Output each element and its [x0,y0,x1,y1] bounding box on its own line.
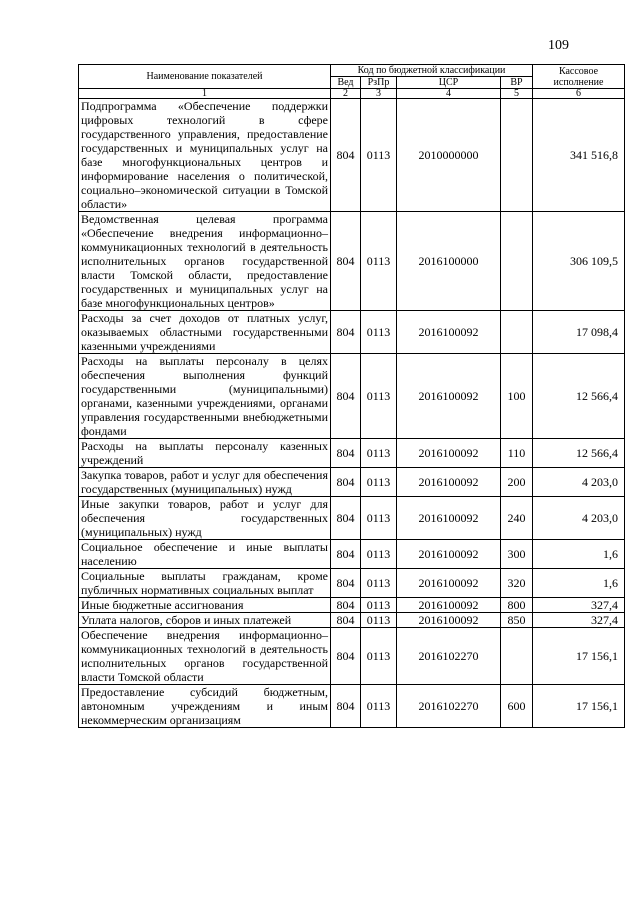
row-ved: 804 [331,468,361,497]
table-row [79,540,625,569]
row-vr: 240 [501,497,533,540]
row-name: Обеспечение внедрения информационно–коммуникационных технологий в деятельность исполнительных органов государственной власти Томской области [79,628,331,685]
row-csr: 2016102270 [397,628,501,685]
table-header [79,65,625,99]
row-ved: 804 [331,613,361,628]
row-ved: 804 [331,598,361,613]
row-rzpr: 0113 [361,354,397,439]
row-name: Иные бюджетные ассигнования [79,598,331,613]
table-row [79,569,625,598]
header-csr: ЦСР [397,77,501,89]
row-ved: 804 [331,569,361,598]
table-row [79,439,625,468]
row-amount: 306 109,5 [533,212,625,311]
row-vr: 300 [501,540,533,569]
row-vr: 200 [501,468,533,497]
table-row [79,628,625,685]
row-csr: 2016100000 [397,212,501,311]
row-rzpr: 0113 [361,613,397,628]
row-csr: 2016100092 [397,540,501,569]
row-rzpr: 0113 [361,628,397,685]
row-vr [501,212,533,311]
column-number: 6 [533,89,625,99]
header-cash: Кассовое исполнение [533,65,625,89]
row-amount: 4 203,0 [533,468,625,497]
row-vr: 110 [501,439,533,468]
column-number: 1 [79,89,331,99]
table-row [79,212,625,311]
header-ved: Вед [331,77,361,89]
row-rzpr: 0113 [361,99,397,212]
row-amount: 12 566,4 [533,354,625,439]
row-csr: 2016100092 [397,598,501,613]
row-name: Уплата налогов, сборов и иных платежей [79,613,331,628]
row-name: Социальное обеспечение и иные выплаты населению [79,540,331,569]
row-csr: 2016100092 [397,439,501,468]
header-code-group: Код по бюджетной классификации [331,65,533,77]
row-ved: 804 [331,628,361,685]
row-name: Социальные выплаты гражданам, кроме публичных нормативных социальных выплат [79,569,331,598]
column-number: 2 [331,89,361,99]
budget-table [78,64,625,728]
row-csr: 2016100092 [397,311,501,354]
row-vr: 100 [501,354,533,439]
table-row [79,685,625,728]
row-csr: 2016102270 [397,685,501,728]
row-rzpr: 0113 [361,311,397,354]
row-amount: 327,4 [533,613,625,628]
row-name: Расходы на выплаты персоналу в целях обеспечения выполнения функций государственными (муниципальными) органами, казенными учреждениями, органами управления государственными внебюджетными фондами [79,354,331,439]
row-amount: 1,6 [533,569,625,598]
table-row [79,311,625,354]
row-amount: 327,4 [533,598,625,613]
row-vr [501,628,533,685]
row-csr: 2016100092 [397,613,501,628]
row-rzpr: 0113 [361,685,397,728]
row-name: Расходы за счет доходов от платных услуг, оказываемых областными государственными казенными учреждениями [79,311,331,354]
row-ved: 804 [331,439,361,468]
row-csr: 2016100092 [397,354,501,439]
row-name: Иные закупки товаров, работ и услуг для обеспечения государственных (муниципальных) нужд [79,497,331,540]
column-number: 5 [501,89,533,99]
row-name: Предоставление субсидий бюджетным, автономным учреждениям и иным некоммерческим организациям [79,685,331,728]
row-csr: 2016100092 [397,569,501,598]
column-number: 4 [397,89,501,99]
row-vr: 850 [501,613,533,628]
row-rzpr: 0113 [361,439,397,468]
row-vr: 800 [501,598,533,613]
column-number: 3 [361,89,397,99]
row-ved: 804 [331,212,361,311]
row-name: Подпрограмма «Обеспечение поддержки цифровых технологий в сфере государственного управления, предоставление государственных и муниципальных услуг на базе многофункциональных центров и информирование населения о политической, социально–экономической ситуации в Томской области» [79,99,331,212]
row-vr: 320 [501,569,533,598]
row-rzpr: 0113 [361,540,397,569]
row-ved: 804 [331,540,361,569]
row-rzpr: 0113 [361,212,397,311]
row-amount: 341 516,8 [533,99,625,212]
row-ved: 804 [331,311,361,354]
table-row [79,598,625,613]
row-vr: 600 [501,685,533,728]
row-csr: 2016100092 [397,497,501,540]
row-ved: 804 [331,99,361,212]
row-amount: 17 098,4 [533,311,625,354]
row-vr [501,311,533,354]
row-rzpr: 0113 [361,598,397,613]
row-ved: 804 [331,685,361,728]
row-name: Ведомственная целевая программа «Обеспечение внедрения информационно–коммуникационных технологий в деятельность исполнительных органов государственной власти Томской области, предоставление государственных и муниципальных услуг на базе многофункциональных центров» [79,212,331,311]
header-rzpr: РзПр [361,77,397,89]
row-csr: 2016100092 [397,468,501,497]
row-rzpr: 0113 [361,569,397,598]
table-row [79,468,625,497]
row-csr: 2010000000 [397,99,501,212]
row-amount: 4 203,0 [533,497,625,540]
row-ved: 804 [331,497,361,540]
table-row [79,497,625,540]
row-vr [501,99,533,212]
row-amount: 1,6 [533,540,625,569]
table-row [79,613,625,628]
row-rzpr: 0113 [361,497,397,540]
row-amount: 12 566,4 [533,439,625,468]
row-name: Расходы на выплаты персоналу казенных учреждений [79,439,331,468]
row-ved: 804 [331,354,361,439]
page-number: 109 [548,38,569,53]
row-amount: 17 156,1 [533,628,625,685]
row-name: Закупка товаров, работ и услуг для обеспечения государственных (муниципальных) нужд [79,468,331,497]
row-amount: 17 156,1 [533,685,625,728]
row-rzpr: 0113 [361,468,397,497]
header-vr: ВР [501,77,533,89]
table-row [79,354,625,439]
header-name: Наименование показателей [79,65,331,89]
table-row [79,99,625,212]
